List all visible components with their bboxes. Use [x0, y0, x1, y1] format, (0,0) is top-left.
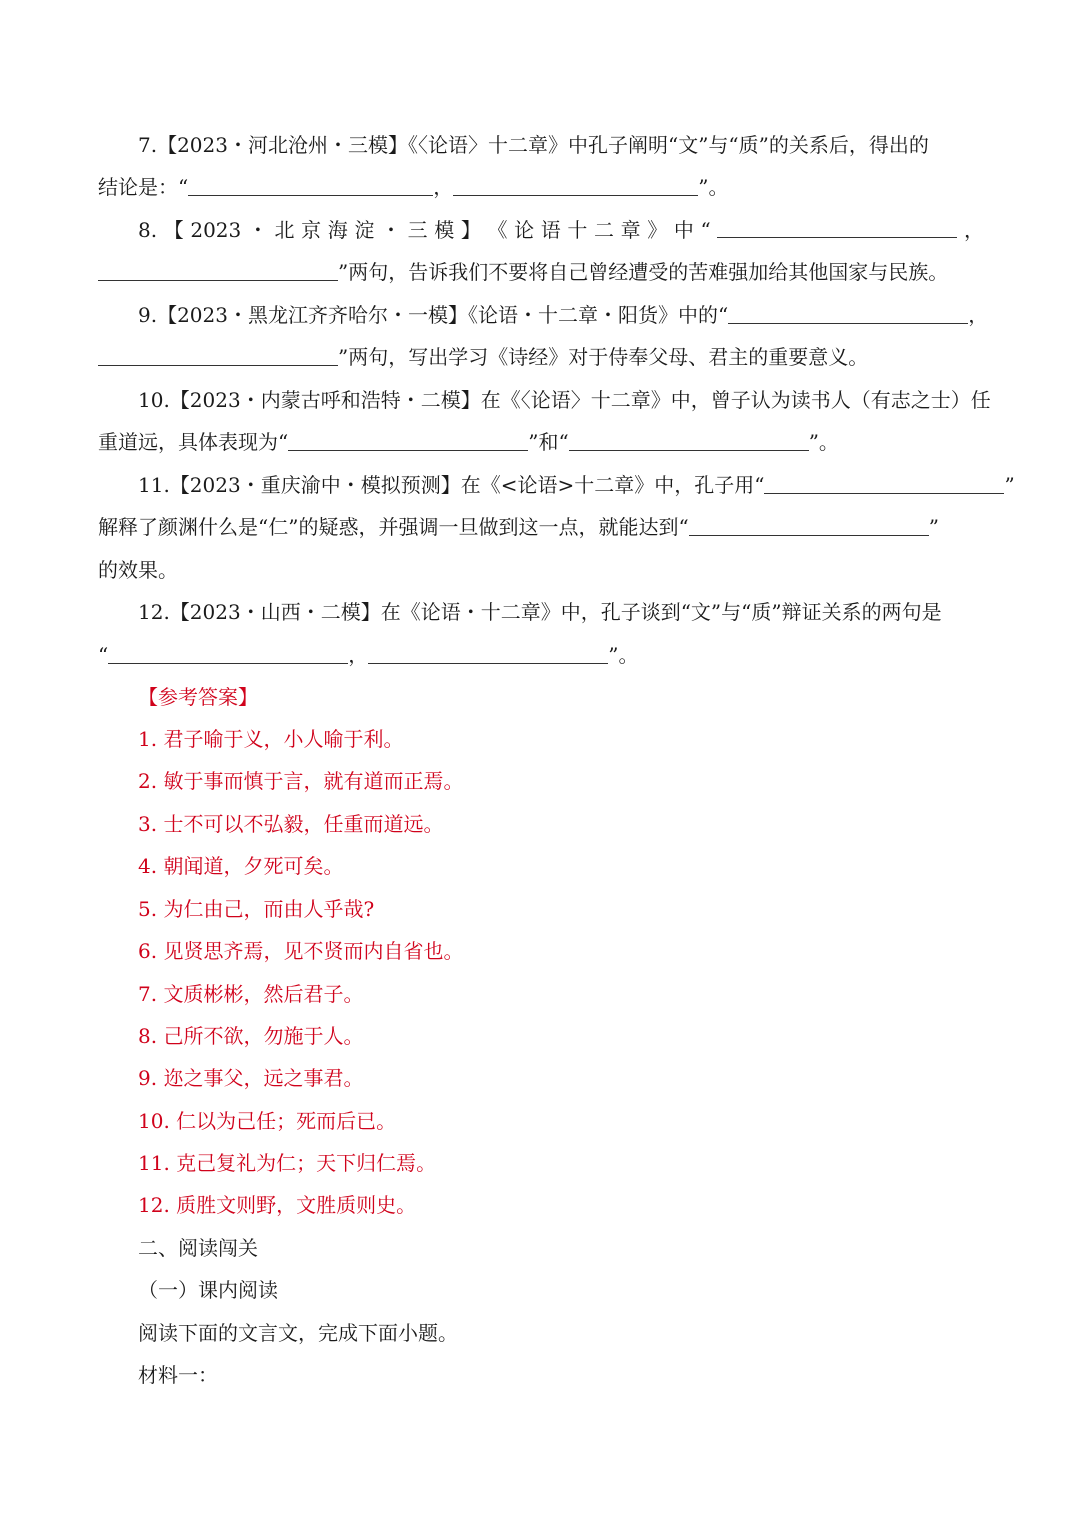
- q8-token: 中: [673, 218, 694, 242]
- q8-token: 三: [407, 218, 428, 242]
- q8-token: 二: [594, 218, 614, 242]
- section-title: 二、阅读闯关: [138, 1236, 258, 1260]
- q9-line-1: [138, 300, 989, 330]
- q8-token: 》: [647, 218, 668, 242]
- q8-line-2: [98, 257, 984, 287]
- q9-line-2: [98, 342, 984, 372]
- q8-token: 京: [301, 218, 322, 242]
- q7-line-1: [138, 130, 984, 160]
- q8-token: 2023: [190, 218, 242, 242]
- q8-token: 模: [434, 218, 455, 242]
- answer-item: 11. 克己复礼为仁；天下归仁焉。: [138, 1151, 437, 1175]
- answer-item: 6. 见贤思齐焉，见不贤而内自省也。: [138, 939, 464, 963]
- material-label: 材料一：: [138, 1363, 218, 1387]
- q12-text: 12.【2023・山西・二模】在《论语・十二章》中，孔子谈到“文”与“质”辩证关系的两句是: [138, 600, 942, 624]
- answer-item: 12. 质胜文则野，文胜质则史。: [138, 1193, 417, 1217]
- q9-blank-2[interactable]: [98, 343, 338, 366]
- q11-blank-1[interactable]: [764, 471, 1004, 494]
- q11-text: 11.【2023・重庆渝中・模拟预测】在《<论语>十二章》中，孔子用“: [138, 473, 765, 497]
- answer-item: 10. 仁以为己任；死而后已。: [138, 1109, 397, 1133]
- q8-blank-1[interactable]: [717, 215, 957, 238]
- q8-token: 海: [327, 218, 348, 242]
- q8-token: 【: [163, 218, 184, 242]
- q8-text: ”两句，告诉我们不要将自己曾经遭受的苦难强加给其他国家与民族。: [338, 260, 949, 284]
- q8-token: ・: [247, 218, 268, 242]
- q8-token: 论: [514, 218, 535, 242]
- q12-line-1: [138, 597, 984, 627]
- q10-text: 10.【2023・内蒙古呼和浩特・二模】在《〈论语〉十二章》中，曾子认为读书人（有志之士）任: [138, 388, 991, 412]
- q10-close: ”。: [808, 430, 839, 454]
- q8-token: 章: [620, 218, 641, 242]
- q9-text-2: ”两句，写出学习《诗经》对于侍奉父母、君主的重要意义。: [338, 345, 869, 369]
- q7-lead: 结论是：“: [98, 175, 189, 199]
- q7-close: ”。: [698, 175, 729, 199]
- section-instruction: 阅读下面的文言文，完成下面小题。: [138, 1321, 458, 1345]
- q11-quote-2: ”: [928, 515, 939, 539]
- answer-item: 5. 为仁由己，而由人乎哉?: [138, 897, 375, 921]
- q8-token: 语: [540, 218, 561, 242]
- q12-close: ”。: [608, 643, 639, 667]
- answer-item: 1. 君子喻于义，小人喻于利。: [138, 727, 404, 751]
- q8-token: 淀: [354, 218, 375, 242]
- answer-item: 3. 士不可以不弘毅，任重而道远。: [138, 812, 444, 836]
- q9-text: 9.【2023・黑龙江齐齐哈尔・一模】《论语・十二章・阳货》中的“: [138, 303, 729, 327]
- q11-blank-2[interactable]: [689, 513, 929, 536]
- q11-line-1: [138, 470, 1015, 500]
- section-subtitle: （一）课内阅读: [138, 1278, 278, 1302]
- q7-sep: ，: [433, 175, 454, 199]
- q8-token: 8.: [138, 218, 158, 242]
- q12-blank-2[interactable]: [368, 641, 608, 664]
- q10-lead: 重道远，具体表现为“: [98, 430, 289, 454]
- q8-blank-2[interactable]: [98, 258, 338, 281]
- q11-text-3: 的效果。: [98, 558, 178, 582]
- q11-text-2: 解释了颜渊什么是“仁”的疑惑，并强调一旦做到这一点，就能达到“: [98, 515, 689, 539]
- answer-item: 7. 文质彬彬，然后君子。: [138, 982, 364, 1006]
- q9-comma: ，: [968, 303, 989, 327]
- q8-token: 《: [487, 218, 508, 242]
- answer-item: 4. 朝闻道，夕死可矣。: [138, 854, 344, 878]
- q12-blank-1[interactable]: [108, 641, 348, 664]
- q11-line-2: [98, 512, 984, 542]
- q9-blank-1[interactable]: [728, 301, 968, 324]
- q8-token: “: [700, 218, 711, 242]
- q12-open: “: [98, 643, 109, 667]
- q10-blank-1[interactable]: [288, 428, 528, 451]
- q7-text: 7.【2023・河北沧州・三模】《〈论语〉十二章》中孔子阐明“文”与“质”的关系后，得出的: [138, 133, 929, 157]
- q7-blank-1[interactable]: [188, 173, 433, 196]
- q7-blank-2[interactable]: [453, 173, 698, 196]
- q7-line-2: [98, 172, 984, 202]
- q8-line-1: [138, 215, 984, 245]
- q8-token: ・: [381, 218, 401, 242]
- answer-item: 9. 迩之事父，远之事君。: [138, 1066, 364, 1090]
- answer-item: 2. 敏于事而慎于言，就有道而正焉。: [138, 769, 464, 793]
- q10-line-1: [138, 385, 991, 415]
- q12-line-2: [98, 640, 984, 670]
- q12-sep: ，: [348, 643, 369, 667]
- q11-line-3: [98, 555, 984, 585]
- q10-line-2: [98, 427, 984, 457]
- q10-blank-2[interactable]: [569, 428, 809, 451]
- q8-token: 】: [460, 218, 481, 242]
- answers-heading: 【参考答案】: [138, 685, 258, 709]
- q8-comma: ，: [963, 218, 984, 242]
- q8-token: 十: [567, 218, 588, 242]
- answer-item: 8. 己所不欲，勿施于人。: [138, 1024, 364, 1048]
- q8-token: 北: [274, 218, 295, 242]
- q10-mid: ”和“: [528, 430, 569, 454]
- q11-quote: ”: [1004, 473, 1015, 497]
